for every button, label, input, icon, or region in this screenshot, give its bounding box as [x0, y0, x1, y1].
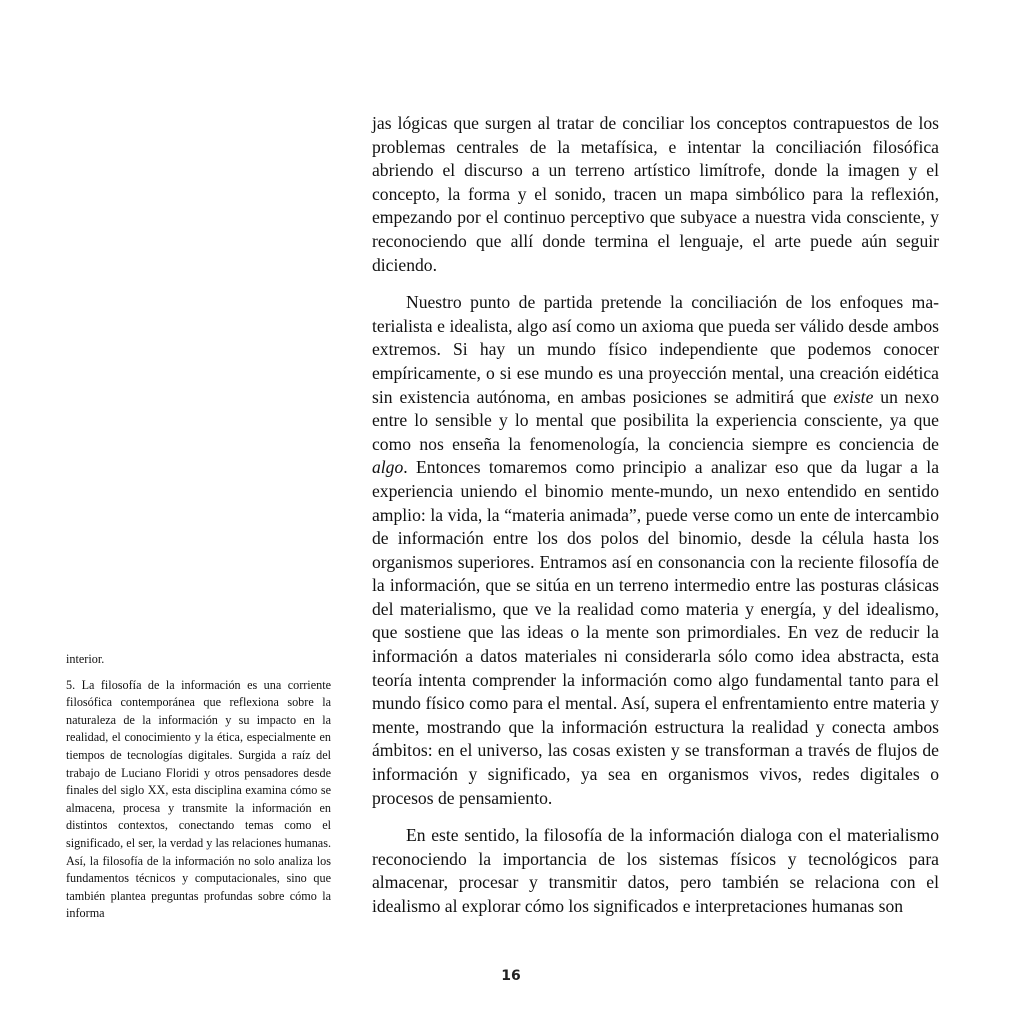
- emphasis-existe: existe: [833, 386, 874, 407]
- paragraph-2-part-c: . Entonces tomaremos como principio a analizar eso que da lugar a la experiencia uniendo el binomio mente-mundo, un nexo entendido en sentido amplio: la vida, la “materia animada”, puede verse como un ente de intercambio de información entre los dos polos del binomio, desde la célula hasta los organismos superiores. Entramos así en consonancia con la reciente filosofía de la información, que se sitúa en un terreno intermedio entre las posturas clásicas del materialismo, que ve la realidad como materia y energía, y del idealismo, que sostiene que las ideas o la mente son primordiales. En vez de reducir la información a datos materiales ni considerarla sólo como idea abstracta, esta teoría intenta comprender la información como algo fundamental tanto para el mundo físico como para el mental. Así, supera el enfrentamiento entre materia y mente, mostrando que la información estructura la realidad y conecta ambos ámbitos: en el universo, las cosas existen y se transforman a través de flujos de información y significado, ya sea en organismos vivos, redes digitales o procesos de pensamiento.: [372, 457, 939, 808]
- paragraph-1: jas lógicas que surgen al tratar de conciliar los conceptos contrapuestos de los problemas centrales de la metafísica, e intentar la conciliación filosófica abriendo el discurso a un terreno artístico limítrofe, donde la imagen y el concepto, la forma y el sonido, tracen un mapa simbólico para la reflexión, empezando por el continuo perceptivo que subyace a nuestra vida consciente, y reconociendo que allí donde termina el lenguaje, el arte puede aún seguir diciendo.: [372, 113, 939, 275]
- paragraph-2-part-b: un nexo entre lo sensible y lo mental que posibilita la experiencia consciente, ya que como nos enseña la fenomenología, la conciencia siempre es conciencia de: [372, 386, 939, 454]
- paragraph-2-part-a: Nuestro punto de partida pretende la conciliación de los enfoques materialista e idealista, algo así como un axioma que pueda ser válido desde ambos extremos. Si hay un mundo físico independiente que podemos conocer empíricamente, o si ese mundo es una proyección mental, una creación eidética sin existencia autónoma, en ambas posiciones se admitirá que: [372, 292, 939, 407]
- paragraph-2: [372, 291, 939, 810]
- main-text-column: [372, 112, 939, 933]
- paragraph-3: En este sentido, la filosofía de la información dialoga con el materialismo reconociendo la importancia de los sistemas físicos y tecnológicos para almacenar, procesar y transmitir datos, pero también se relaciona con el idealismo al explorar cómo los significados e interpretaciones humanas son: [372, 825, 939, 916]
- footnote-column: [66, 651, 331, 931]
- footnote-continuation: interior.: [66, 652, 105, 666]
- emphasis-algo: algo: [372, 457, 404, 478]
- page-number: 16: [501, 968, 521, 984]
- footnote-5: 5. La filosofía de la información es una corriente filosófica contemporánea que reflexiona sobre la naturaleza de la información y su impacto en la realidad, el conocimiento y la ética, especialmente en tiempos de tecnologías digitales. Surgida a raíz del trabajo de Luciano Floridi y otros pensadores desde finales del siglo XX, esta disciplina examina cómo se almacena, procesa y transmite la información en distintos contextos, conectando temas como el significado, el ser, la verdad y las relaciones humanas. Así, la filosofía de la información no solo analiza los fundamentos técnicos y computacionales, sino que también plantea preguntas profundas sobre cómo la informa: [66, 677, 331, 921]
